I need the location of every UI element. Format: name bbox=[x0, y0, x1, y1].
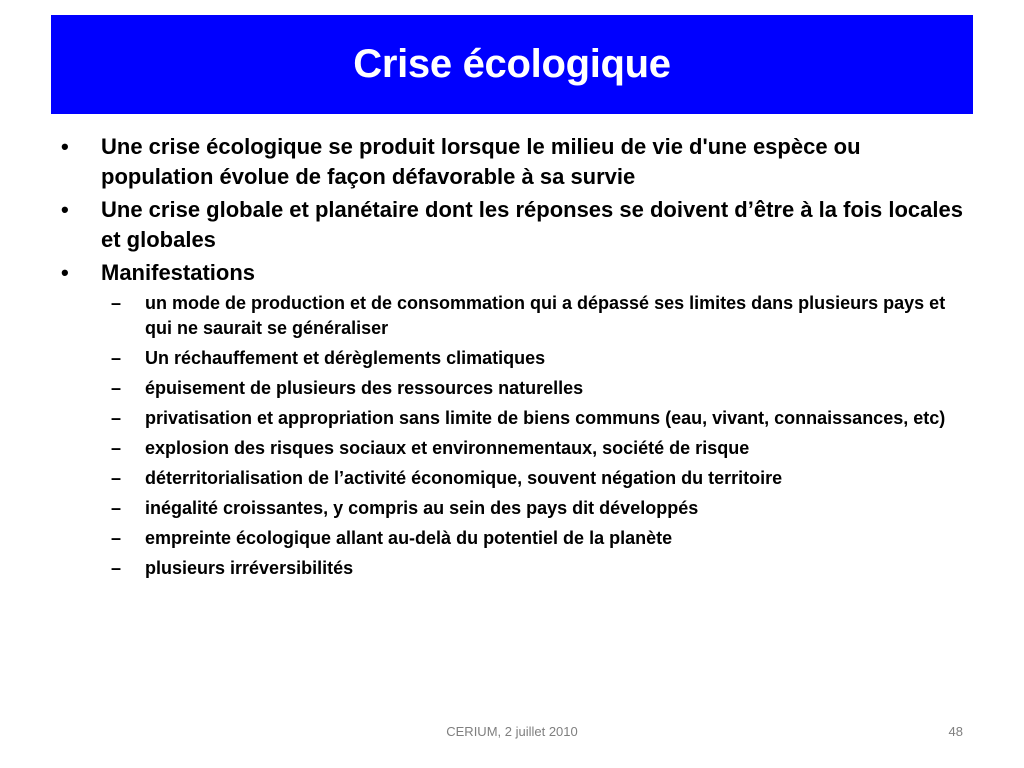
slide-title: Crise écologique bbox=[353, 42, 671, 86]
bullet-item bbox=[61, 132, 971, 192]
bullet-text: Une crise globale et planétaire dont les réponses se doivent d’être à la fois locales et globales bbox=[101, 197, 963, 252]
sub-item-text: privatisation et appropriation sans limite de biens communs (eau, vivant, connaissances, etc) bbox=[145, 408, 946, 428]
footer-date: CERIUM, 2 juillet 2010 bbox=[446, 724, 578, 739]
sub-item bbox=[111, 466, 971, 491]
sub-item bbox=[111, 406, 971, 431]
bullet-marker: • bbox=[61, 134, 69, 159]
slide-content bbox=[61, 132, 971, 586]
sub-list bbox=[111, 291, 971, 581]
sub-marker: – bbox=[111, 528, 122, 548]
bullet-marker: • bbox=[61, 260, 69, 285]
sub-marker: – bbox=[111, 498, 122, 518]
sub-marker: – bbox=[111, 293, 122, 313]
bullet-text: Une crise écologique se produit lorsque le milieu de vie d'une espèce ou population évolue de façon défavorable à sa survie bbox=[101, 134, 861, 189]
bullet-text: Manifestations bbox=[101, 260, 256, 285]
sub-item-text: explosion des risques sociaux et environnementaux, société de risque bbox=[145, 438, 750, 458]
sub-item-text: épuisement de plusieurs des ressources naturelles bbox=[145, 378, 584, 398]
sub-item-text: plusieurs irréversibilités bbox=[145, 558, 354, 578]
sub-marker: – bbox=[111, 378, 122, 398]
sub-item bbox=[111, 291, 971, 341]
title-bar bbox=[51, 15, 973, 114]
sub-item bbox=[111, 556, 971, 581]
bullet-item bbox=[61, 195, 971, 255]
sub-marker: – bbox=[111, 468, 122, 488]
sub-item bbox=[111, 346, 971, 371]
sub-item-text: inégalité croissantes, y compris au sein des pays dit développés bbox=[145, 498, 699, 518]
sub-item-text: un mode de production et de consommation qui a dépassé ses limites dans plusieurs pays et qui ne saurait se généraliser bbox=[145, 293, 946, 338]
sub-marker: – bbox=[111, 408, 122, 428]
sub-item bbox=[111, 496, 971, 521]
sub-item-text: Un réchauffement et dérèglements climatiques bbox=[145, 348, 546, 368]
sub-item-text: déterritorialisation de l’activité économique, souvent négation du territoire bbox=[145, 468, 783, 488]
page-number: 48 bbox=[948, 724, 963, 739]
sub-marker: – bbox=[111, 438, 122, 458]
sub-marker: – bbox=[111, 348, 122, 368]
sub-item-text: empreinte écologique allant au-delà du potentiel de la planète bbox=[145, 528, 673, 548]
bullet-marker: • bbox=[61, 197, 69, 222]
sub-item bbox=[111, 376, 971, 401]
sub-item bbox=[111, 436, 971, 461]
bullet-item bbox=[61, 258, 971, 288]
sub-marker: – bbox=[111, 558, 122, 578]
sub-item bbox=[111, 526, 971, 551]
